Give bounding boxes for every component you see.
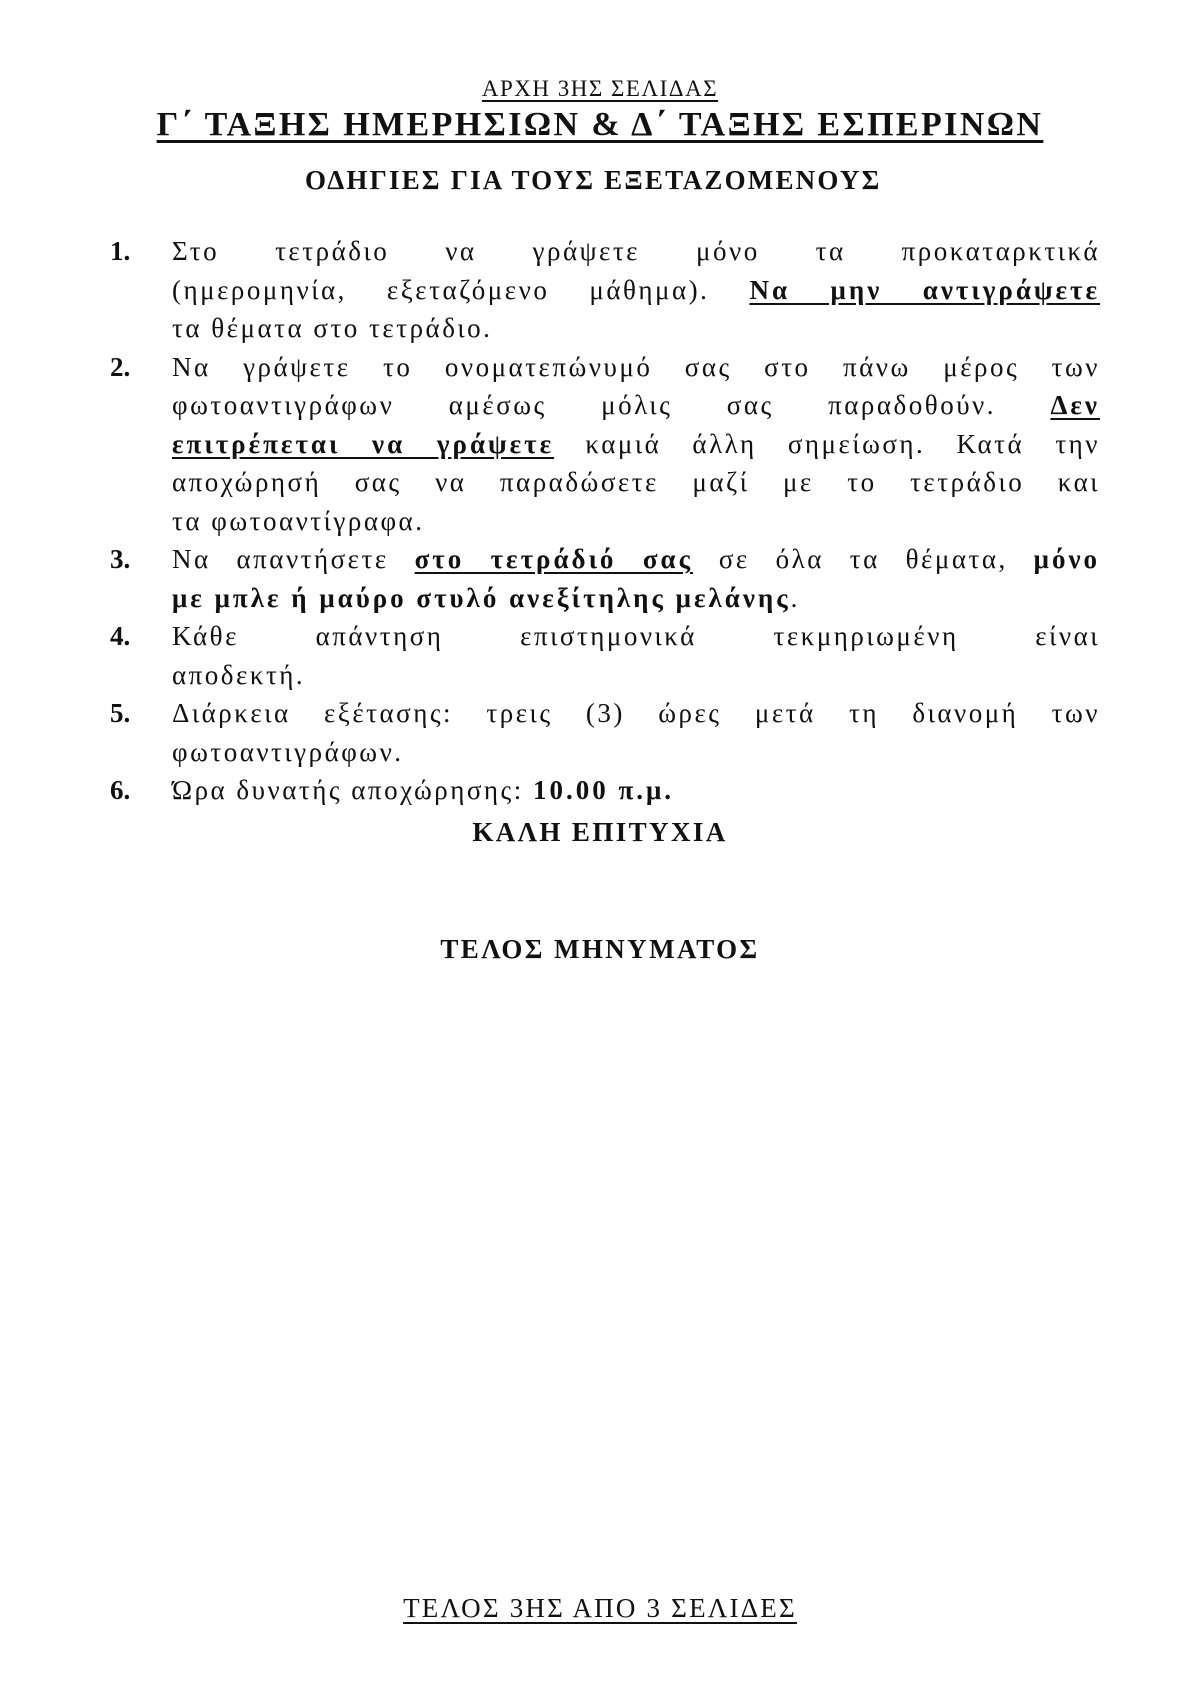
emphasized-text: με μπλε ή μαύρο στυλό ανεξίτηλης μελάνης	[172, 582, 791, 613]
page-start-text: ΑΡΧΗ 3ΗΣ ΣΕΛΙΔΑΣ	[481, 76, 719, 101]
instruction-text: αποδεκτή.	[172, 659, 306, 690]
instruction-line	[172, 771, 1100, 810]
instructions-list	[110, 232, 1100, 810]
instruction-text: αποχώρησή σας να παραδώσετε μαζί με το τετράδιο και	[172, 467, 1100, 497]
instruction-text: Κάθε απάντηση επιστημονικά τεκμηριωμένη είναι	[172, 621, 1100, 651]
instruction-line	[172, 617, 1100, 656]
instruction-text: φωτοαντιγράφων.	[172, 736, 404, 767]
section-title: ΟΔΗΓΙΕΣ ΓΙΑ ΤΟΥΣ ΕΞΕΤΑΖΟΜΕΝΟΥΣ	[305, 165, 882, 195]
instruction-line	[172, 309, 1100, 348]
instruction-text: Διάρκεια εξέτασης: τρεις (3) ώρες μετά τη διανομή των	[172, 698, 1100, 728]
instruction-line	[172, 656, 1100, 695]
page-start-header	[0, 76, 1200, 102]
emphasized-text: 10.00 π.μ.	[532, 775, 675, 805]
classes-header	[0, 106, 1200, 144]
instruction-line	[172, 348, 1100, 387]
emphasized-text: στο τετράδιό σας	[414, 544, 693, 574]
instruction-line	[172, 579, 1100, 618]
instruction-line	[172, 425, 1100, 464]
emphasized-text: Δεν	[1050, 390, 1100, 420]
instruction-line	[172, 694, 1100, 733]
emphasized-text: επιτρέπεται να γράψετε	[172, 428, 555, 459]
instruction-item	[110, 232, 1100, 348]
page-footer	[0, 1593, 1200, 1624]
instruction-line	[172, 540, 1100, 579]
instruction-text: Στο τετράδιο να γράψετε μόνο τα προκαταρκτικά	[172, 236, 1100, 266]
instruction-text: Να απαντήσετε	[172, 544, 415, 574]
emphasized-text: μόνο	[1033, 544, 1101, 574]
instruction-text: τα θέματα στο τετράδιο.	[172, 313, 493, 343]
instruction-text: σε όλα τα θέματα,	[692, 544, 1034, 574]
instruction-text: Ώρα δυνατής αποχώρησης:	[172, 775, 533, 805]
end-message: ΤΕΛΟΣ ΜΗΝΥΜΑΤΟΣ	[440, 934, 760, 964]
instruction-number: 3.	[110, 544, 131, 574]
instruction-number: 1.	[110, 236, 131, 266]
instruction-line	[172, 733, 1100, 772]
instruction-text: καμιά άλλη σημείωση. Κατά την	[554, 428, 1101, 459]
closing-wish: ΚΑΛΗ ΕΠΙΤΥΧΙΑ	[472, 817, 728, 847]
instruction-number: 6.	[110, 775, 131, 805]
instruction-number: 2.	[110, 351, 131, 382]
classes-text: Γ΄ ΤΑΞΗΣ ΗΜΕΡΗΣΙΩΝ & Δ΄ ΤΑΞΗΣ ΕΣΠΕΡΙΝΩΝ	[156, 106, 1044, 143]
page-footer-text: ΤΕΛΟΣ 3ΗΣ ΑΠΟ 3 ΣΕΛΙΔΕΣ	[403, 1593, 797, 1623]
instruction-text: τα φωτοαντίγραφα.	[172, 505, 425, 536]
instruction-item	[110, 694, 1100, 771]
instruction-text: (ημερομηνία, εξεταζόμενο μάθημα).	[172, 274, 750, 305]
instruction-line	[172, 386, 1100, 425]
instruction-text: .	[790, 582, 800, 613]
emphasized-text: Να μην αντιγράψετε	[749, 274, 1100, 305]
instruction-number: 4.	[110, 621, 131, 651]
instruction-text: φωτοαντιγράφων αμέσως μόλις σας παραδοθούν.	[172, 390, 1051, 420]
instruction-number: 5.	[110, 698, 131, 728]
instruction-item	[110, 771, 1100, 810]
instruction-item	[110, 540, 1100, 617]
instruction-line	[172, 463, 1100, 502]
instruction-item	[110, 348, 1100, 541]
instruction-line	[172, 271, 1100, 310]
instruction-line	[172, 502, 1100, 541]
instruction-line	[172, 232, 1100, 271]
instruction-item	[110, 617, 1100, 694]
instruction-text: Να γράψετε το ονοματεπώνυμό σας στο πάνω μέρος των	[172, 351, 1100, 382]
